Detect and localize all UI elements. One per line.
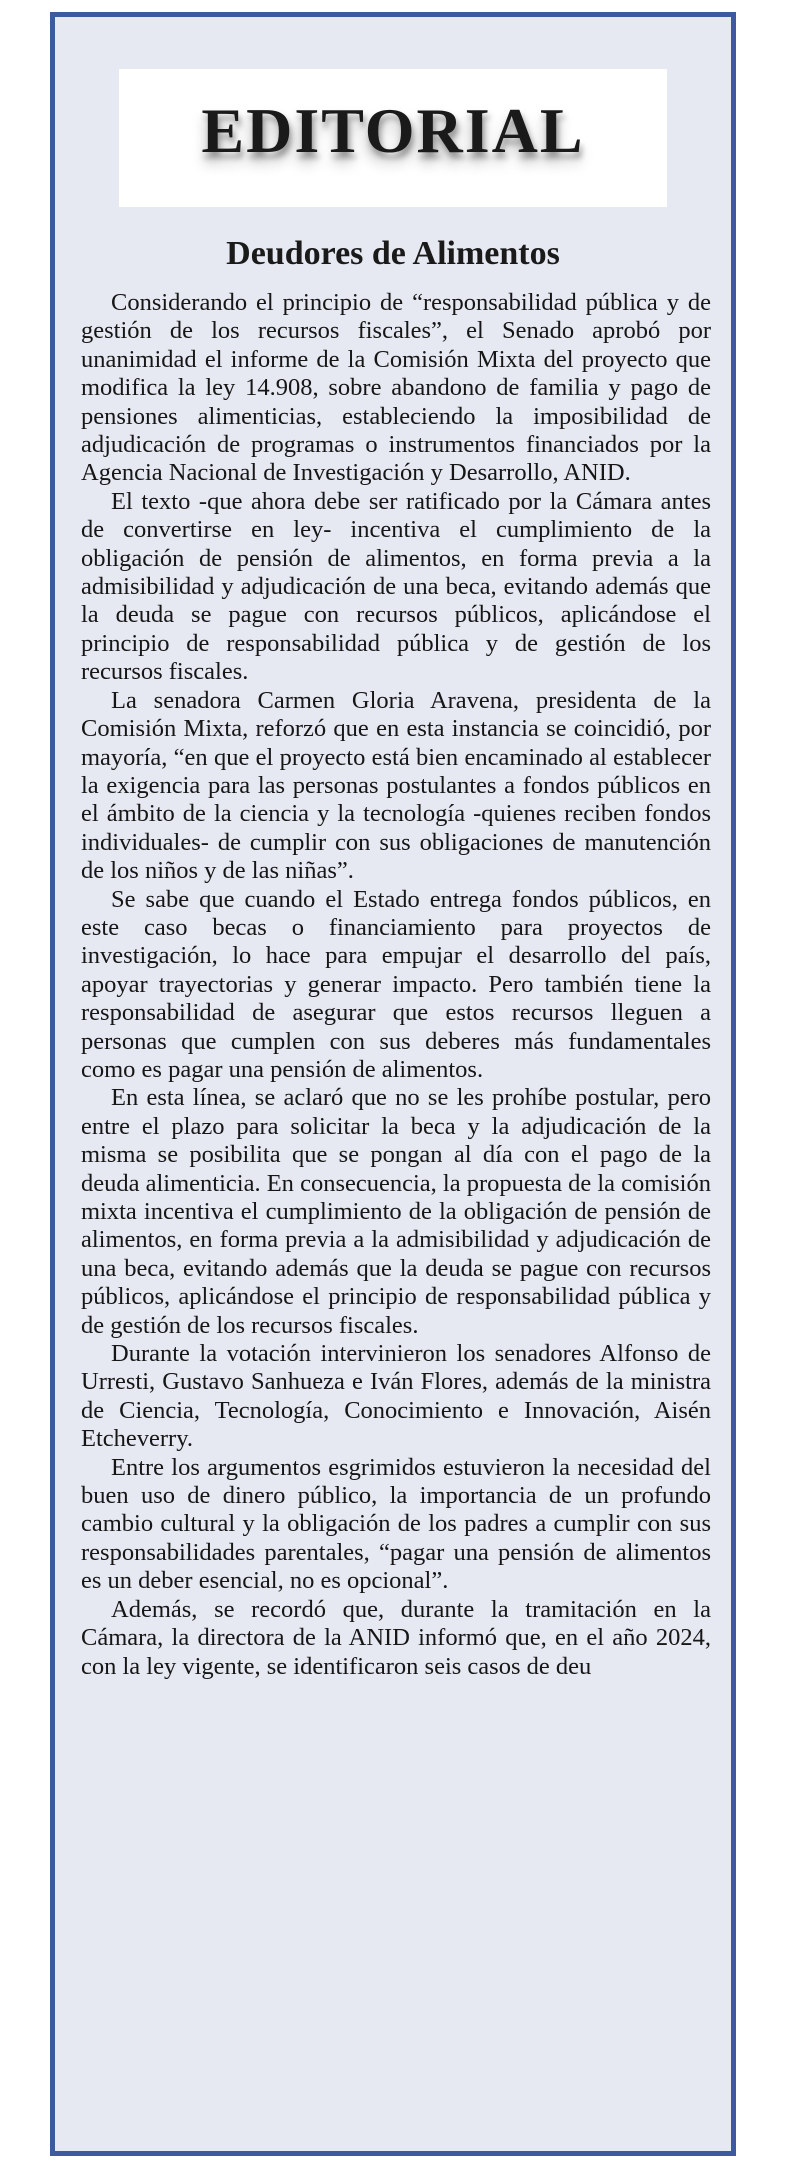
paragraph-4: Se sabe que cuando el Estado entrega fondos públicos, en este caso becas o financiamiento para proyectos de investigación, lo hace para empujar el desarrollo del país, apoyar trayectorias y generar impacto. Pero también tiene la responsabilidad de asegurar que estos recursos lleguen a personas que cumplen con sus deberes más fundamentales como es pagar una pensión de alimentos. [81,885,711,1083]
paragraph-7: Entre los argumentos esgrimidos estuvieron la necesidad del buen uso de dinero público, la importancia de un profundo cambio cultural y la obligación de los padres a cumplir con sus responsabilidades parentales, “pagar una pensión de alimentos es un deber esencial, no es opcional”. [81,1453,711,1595]
masthead-title: EDITORIAL [201,95,585,166]
paragraph-3: La senadora Carmen Gloria Aravena, presidenta de la Comisión Mixta, reforzó que en esta instancia se coincidió, por mayoría, “en que el proyecto está bien encaminado al establecer la exigencia para las personas postulantes a fondos públicos en el ámbito de la ciencia y la tecnología -quienes reciben fondos individuales- de cumplir con sus obligaciones de manutención de los niños y de las niñas”. [81,686,711,885]
editorial-frame [50,12,736,2156]
paragraph-5: En esta línea, se aclaró que no se les prohíbe postular, pero entre el plazo para solicitar la beca y la adjudicación de la misma se posibilita que se pongan al día con el pago de la deuda alimenticia. En consecuencia, la propuesta de la comisión mixta incentiva el cumplimiento de la obligación de pensión de alimentos, en forma previa a la admisibilidad y adjudicación de una beca, evitando además que la deuda se pague con recursos públicos, aplicándose el principio de responsabilidad pública y de gestión de los recursos fiscales. [81,1084,711,1339]
article-title: Deudores de Alimentos [226,235,560,272]
editorial-masthead [119,69,667,207]
paragraph-6: Durante la votación intervinieron los senadores Alfonso de Urresti, Gustavo Sanhueza e Iván Flores, además de la ministra de Ciencia, Tecnología, Conocimiento e Innovación, Aisén Etcheverry. [81,1340,711,1453]
paragraph-1: Considerando el principio de “responsabilidad pública y de gestión de los recursos fiscales”, el Senado aprobó por unanimidad el informe de la Comisión Mixta del proyecto que modifica la ley 14.908, sobre abandono de familia y pago de pensiones alimenticias, estableciendo la imposibilidad de adjudicación de programas o instrumentos financiados por la Agencia Nacional de Investigación y Desarrollo, ANID. [81,289,711,487]
paragraph-2: El texto -que ahora debe ser ratificado por la Cámara antes de convertirse en ley- incentiva el cumplimiento de la obligación de pensión de alimentos, en forma previa a la admisibilidad y adjudicación de una beca, evitando además que la deuda se pague con recursos públicos, aplicándose el principio de responsabilidad pública y de gestión de los recursos fiscales. [81,487,711,686]
paragraph-8: Además, se recordó que, durante la tramitación en la Cámara, la directora de la ANID informó que, en el año 2024, con la ley vigente, se identificaron seis casos de deu [81,1595,711,1680]
article-body [81,289,711,1681]
